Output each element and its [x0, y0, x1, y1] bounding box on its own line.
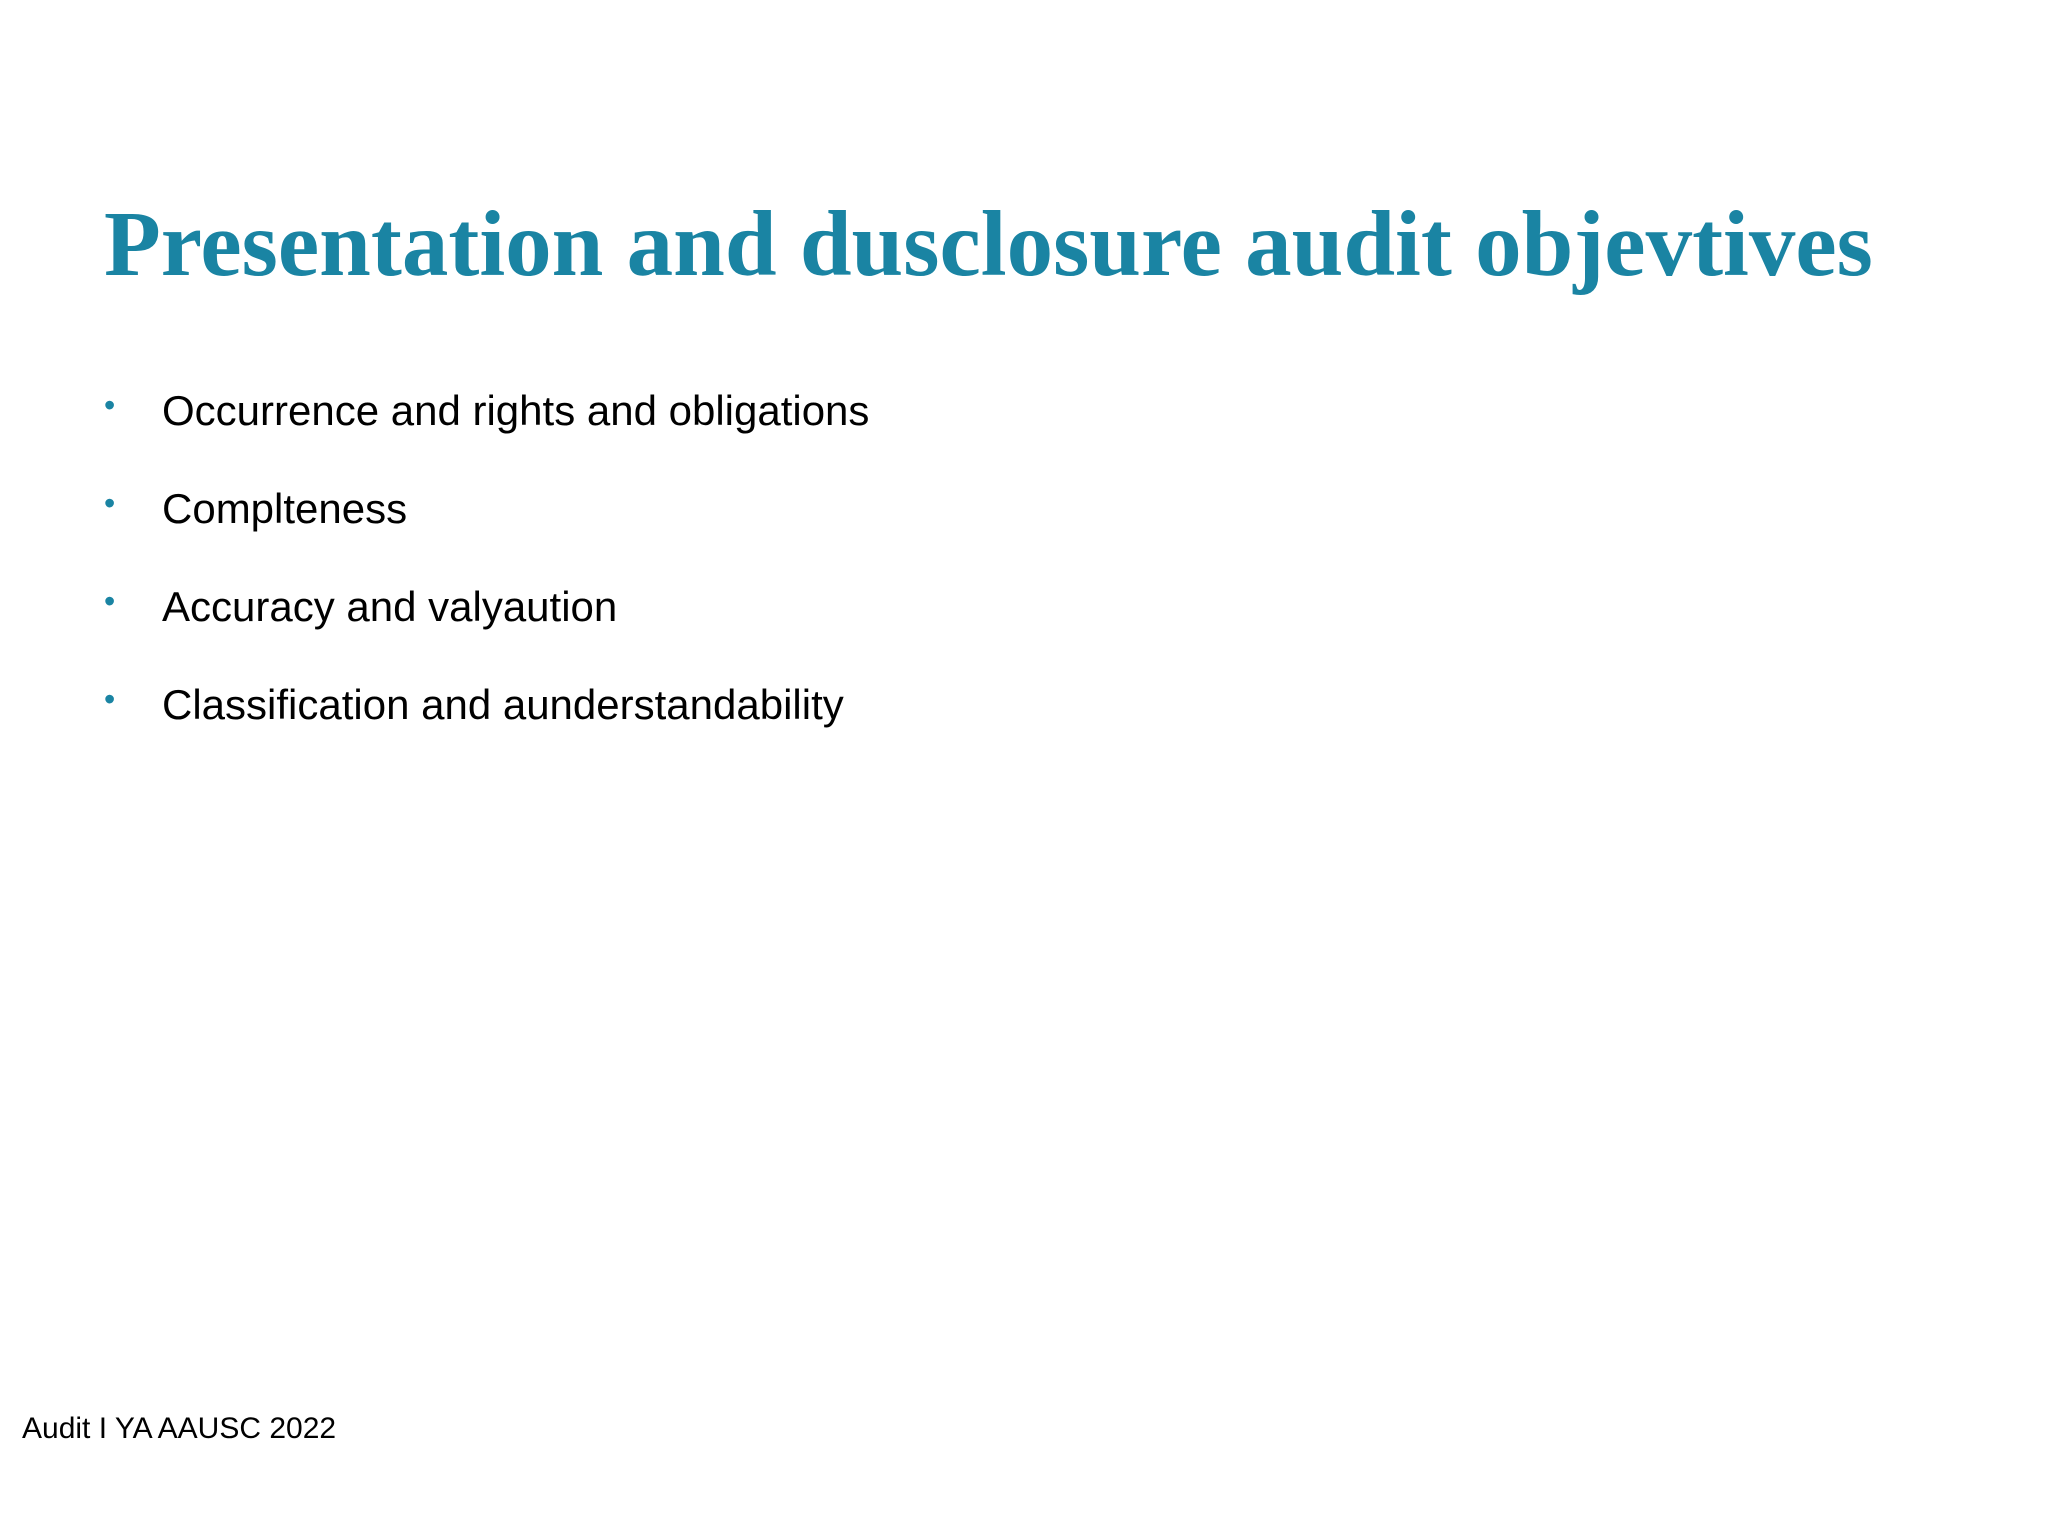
- bullet-text: Complteness: [162, 485, 408, 532]
- bullet-text: Accuracy and valyaution: [162, 583, 618, 630]
- bullet-dot-icon: •: [104, 681, 116, 717]
- slide-footer: Audit I YA AAUSC 2022: [22, 1412, 337, 1445]
- bullet-text: Occurrence and rights and obligations: [162, 387, 870, 434]
- bullet-list: [104, 362, 869, 754]
- list-item: [104, 558, 869, 656]
- bullet-dot-icon: •: [104, 583, 116, 619]
- list-item: [104, 656, 869, 754]
- list-item: [104, 460, 869, 558]
- list-item: [104, 362, 869, 460]
- bullet-dot-icon: •: [104, 387, 116, 423]
- bullet-text: Classification and aunderstandability: [162, 681, 844, 728]
- bullet-dot-icon: •: [104, 485, 116, 521]
- slide-title: Presentation and dusclosure audit objevtives: [104, 193, 1873, 296]
